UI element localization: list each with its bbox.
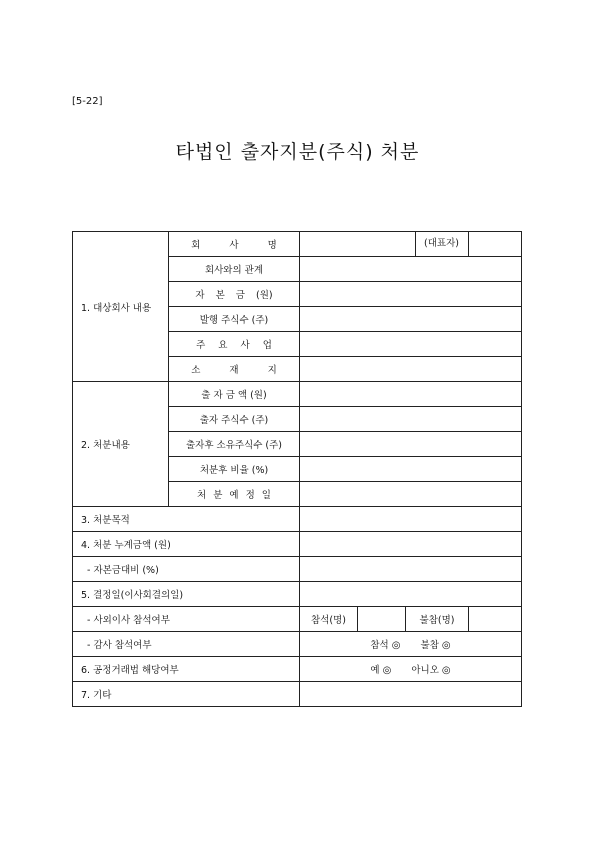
absent-count-label: 불참(명) — [406, 607, 469, 631]
investment-amount-field[interactable] — [300, 382, 522, 407]
location-label: 소 재 지 — [169, 357, 300, 382]
purpose-field[interactable] — [300, 507, 522, 532]
investment-shares-label: 출자 주식수 (주) — [169, 407, 300, 432]
table-row — [73, 657, 522, 682]
table-row — [73, 232, 522, 257]
auditor-present-label: 참석 — [370, 640, 389, 651]
auditor-attendance-options — [300, 632, 522, 657]
investment-shares-field[interactable] — [300, 407, 522, 432]
yes-label: 예 — [370, 665, 380, 676]
ratio-after-field[interactable] — [300, 457, 522, 482]
form-code: [5-22] — [72, 96, 103, 107]
capital-ratio-field[interactable] — [300, 557, 522, 582]
auditor-present-radio[interactable]: ◎ — [391, 640, 401, 651]
present-count-label: 참석(명) — [300, 607, 358, 631]
section-2-label: 2. 처분내용 — [73, 382, 169, 507]
investment-amount-label: 출 자 금 액 (원) — [169, 382, 300, 407]
disposal-form-table — [72, 231, 522, 707]
disposal-date-label: 처 분 예 정 일 — [169, 482, 300, 507]
no-label: 아니오 — [411, 665, 439, 676]
outside-directors-label: - 사외이사 참석여부 — [73, 607, 300, 632]
capital-label: 자 본 금 (원) — [169, 282, 300, 307]
page-title: 타법인 출자지분(주식) 처분 — [175, 141, 420, 163]
present-count-field[interactable] — [358, 607, 406, 631]
decision-date-field[interactable] — [300, 582, 522, 607]
issued-shares-field[interactable] — [300, 307, 522, 332]
representative-label: (대표자) — [415, 232, 469, 256]
table-row — [73, 532, 522, 557]
other-label: 7. 기타 — [73, 682, 300, 707]
table-row — [73, 607, 522, 632]
cumulative-amount-field[interactable] — [300, 532, 522, 557]
auditor-absent-radio[interactable]: ◎ — [441, 640, 451, 651]
shares-after-label: 출자후 소유주식수 (주) — [169, 432, 300, 457]
table-row — [73, 682, 522, 707]
table-row — [73, 507, 522, 532]
fair-trade-label: 6. 공정거래법 해당여부 — [73, 657, 300, 682]
purpose-label: 3. 처분목적 — [73, 507, 300, 532]
main-business-label: 주 요 사 업 — [169, 332, 300, 357]
table-row — [73, 582, 522, 607]
absent-count-field[interactable] — [469, 607, 522, 631]
capital-ratio-label: - 자본금대비 (%) — [73, 557, 300, 582]
relation-label: 회사와의 관계 — [169, 257, 300, 282]
cumulative-amount-label: 4. 처분 누계금액 (원) — [73, 532, 300, 557]
fair-trade-options — [300, 657, 522, 682]
table-row — [73, 632, 522, 657]
disposal-date-field[interactable] — [300, 482, 522, 507]
auditor-absent-label: 불참 — [420, 640, 439, 651]
ratio-after-label: 처분후 비율 (%) — [169, 457, 300, 482]
decision-date-label: 5. 결정일(이사회결의일) — [73, 582, 300, 607]
table-row — [73, 557, 522, 582]
location-field[interactable] — [300, 357, 522, 382]
main-business-field[interactable] — [300, 332, 522, 357]
other-field[interactable] — [300, 682, 522, 707]
section-1-label: 1. 대상회사 내용 — [73, 232, 169, 382]
relation-field[interactable] — [300, 257, 522, 282]
table-row — [73, 382, 522, 407]
company-name-label: 회 사 명 — [169, 232, 300, 257]
issued-shares-label: 발행 주식수 (주) — [169, 307, 300, 332]
auditor-label: - 감사 참석여부 — [73, 632, 300, 657]
no-radio[interactable]: ◎ — [441, 665, 451, 676]
capital-field[interactable] — [300, 282, 522, 307]
shares-after-field[interactable] — [300, 432, 522, 457]
yes-radio[interactable]: ◎ — [382, 665, 392, 676]
